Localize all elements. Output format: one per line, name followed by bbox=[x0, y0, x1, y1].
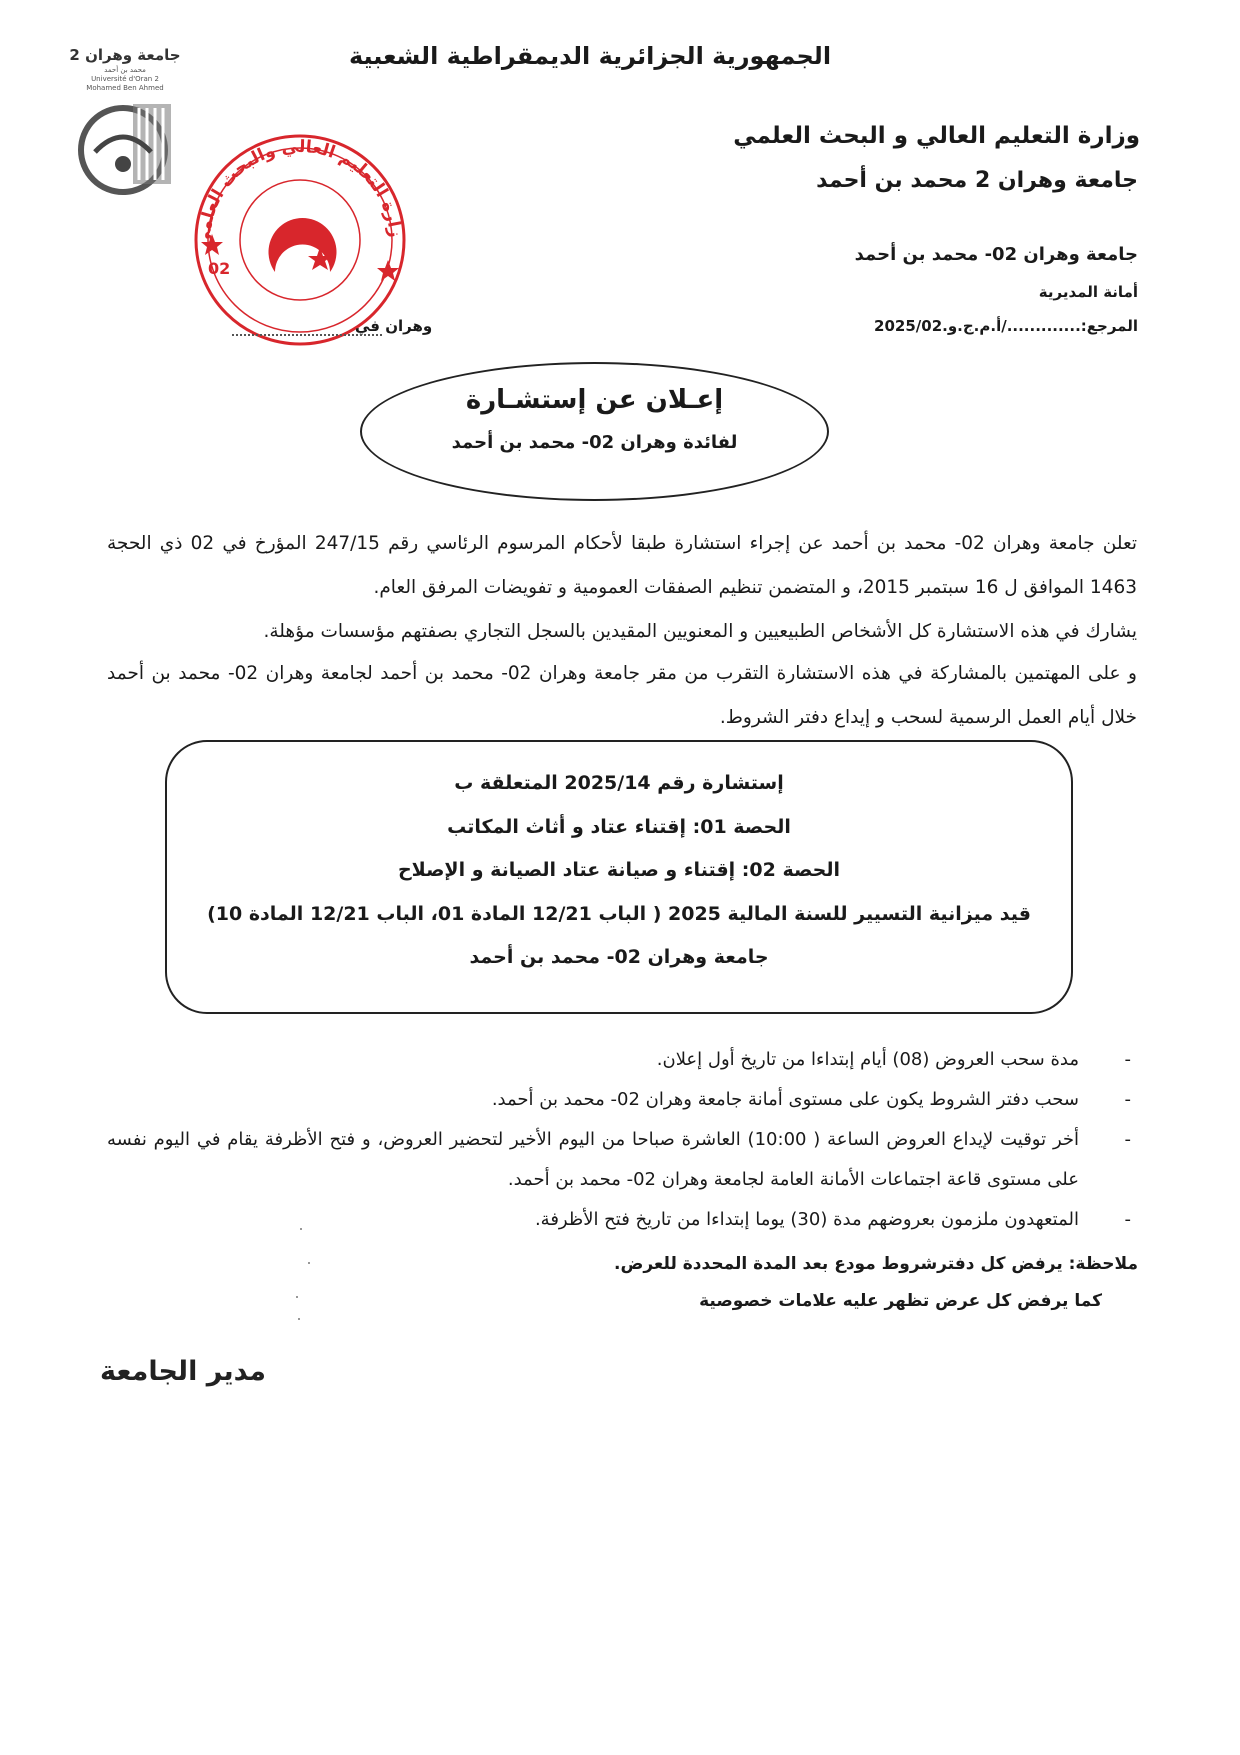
list-item bbox=[107, 1200, 1137, 1240]
announcement-subtitle: لفائدة وهران 02- محمد بن أحمد bbox=[451, 432, 738, 453]
country-title: الجمهورية الجزائرية الديمقراطية الشعبية bbox=[348, 42, 832, 70]
lot-2: الحصة 02: إقتناء و صيانة عتاد الصيانة و الإصلاح bbox=[397, 859, 841, 881]
scan-speck bbox=[298, 1318, 300, 1320]
list-item-text: سحب دفتر الشروط يكون على مستوى أمانة جامعة وهران 02- محمد بن أحمد. bbox=[491, 1089, 1079, 1110]
body-paragraph-3: و على المهتمين بالمشاركة في هذه الاستشارة التقرب من مقر جامعة وهران 02- محمد بن أحمد لجامعة وهران 02- محمد بن أحمد خلال أيام العمل الرسمية لسحب و إيداع دفتر الشروط. bbox=[107, 663, 1137, 728]
signature-title: مدير الجامعة bbox=[100, 1356, 266, 1387]
bullet-marker: - bbox=[1124, 1089, 1131, 1110]
university-logo bbox=[55, 42, 190, 202]
budget-line: قيد ميزانية التسيير للسنة المالية 2025 ( الباب 12/21 المادة 01، الباب 12/21 المادة 10) bbox=[207, 903, 1031, 925]
stamp-number: 02 bbox=[208, 259, 231, 278]
consultation-university: جامعة وهران 02- محمد بن أحمد bbox=[469, 946, 769, 968]
lot-1: الحصة 01: إقتناء عتاد و أثاث المكاتب bbox=[447, 816, 791, 838]
list-item-text: المتعهدون ملزمون بعروضهم مدة (30) يوما إبتداءا من تاريخ فتح الأظرفة. bbox=[534, 1209, 1079, 1230]
university-title: جامعة وهران 2 محمد بن أحمد bbox=[816, 168, 1138, 193]
city-date-label: وهران في bbox=[355, 317, 433, 335]
logo-name: جامعة وهران 2 bbox=[69, 46, 181, 64]
scan-speck bbox=[300, 1228, 302, 1230]
bullet-marker: - bbox=[1124, 1129, 1131, 1150]
note-line-1: ملاحظة: يرفض كل دفترشروط مودع بعد المدة المحددة للعرض. bbox=[614, 1254, 1138, 1274]
consultation-number: إستشارة رقم 2025/14 المتعلقة ب bbox=[454, 772, 784, 794]
conditions-list bbox=[107, 1040, 1137, 1240]
stamp-outer-text: زارة التعليم العالي والبحث العلمي bbox=[194, 136, 405, 249]
body-paragraph-2: يشارك في هذه الاستشارة كل الأشخاص الطبيعيين و المعنويين المقيدين بالسجل التجاري بصفتهم مؤسسات مؤهلة. bbox=[263, 621, 1137, 642]
bullet-marker: - bbox=[1124, 1049, 1131, 1070]
ministry-title: وزارة التعليم العالي و البحث العلمي bbox=[733, 123, 1140, 149]
reference-number: المرجع:............./أ.م.ج.و.2025/02 bbox=[874, 317, 1138, 335]
body-paragraph-1: تعلن جامعة وهران 02- محمد بن أحمد عن إجراء استشارة طبقا لأحكام المرسوم الرئاسي رقم 247/15 المؤرخ في 02 ذي الحجة 1463 الموافق ل 16 سبتمبر 2015، و المتضمن تنظيم الصفقات العمومية و تفويضات المرفق العام. bbox=[107, 533, 1138, 598]
bullet-marker: - bbox=[1124, 1209, 1131, 1230]
announcement-title: إعـلان عن إستشـارة bbox=[465, 385, 724, 415]
list-item-text: مدة سحب العروض (08) أيام إبتداءا من تاريخ أول إعلان. bbox=[656, 1049, 1079, 1070]
list-item bbox=[107, 1120, 1137, 1200]
date-blank-line bbox=[232, 334, 382, 336]
list-item-text: أخر توقيت لإيداع العروض الساعة ( 10:00) العاشرة صباحا من اليوم الأخير لتحضير العروض، و فتح الأظرفة يقام في اليوم نفسه على مستوى قاعة اجتماعات الأمانة العامة لجامعة وهران 02- محمد بن أحمد. bbox=[107, 1129, 1080, 1190]
office-directorate: أمانة المديرية bbox=[1038, 283, 1138, 301]
list-item bbox=[107, 1040, 1137, 1080]
logo-subtitle: محمد بن أحمد Université d'Oran 2 Mohamed Ben Ahmed bbox=[86, 66, 164, 92]
logo-emblem-icon bbox=[55, 42, 190, 202]
scan-speck bbox=[308, 1262, 310, 1264]
note-line-2: كما يرفض كل عرض تظهر عليه علامات خصوصية bbox=[699, 1291, 1102, 1311]
scan-speck bbox=[296, 1296, 298, 1298]
office-university: جامعة وهران 02- محمد بن أحمد bbox=[854, 244, 1138, 265]
list-item bbox=[107, 1080, 1137, 1120]
